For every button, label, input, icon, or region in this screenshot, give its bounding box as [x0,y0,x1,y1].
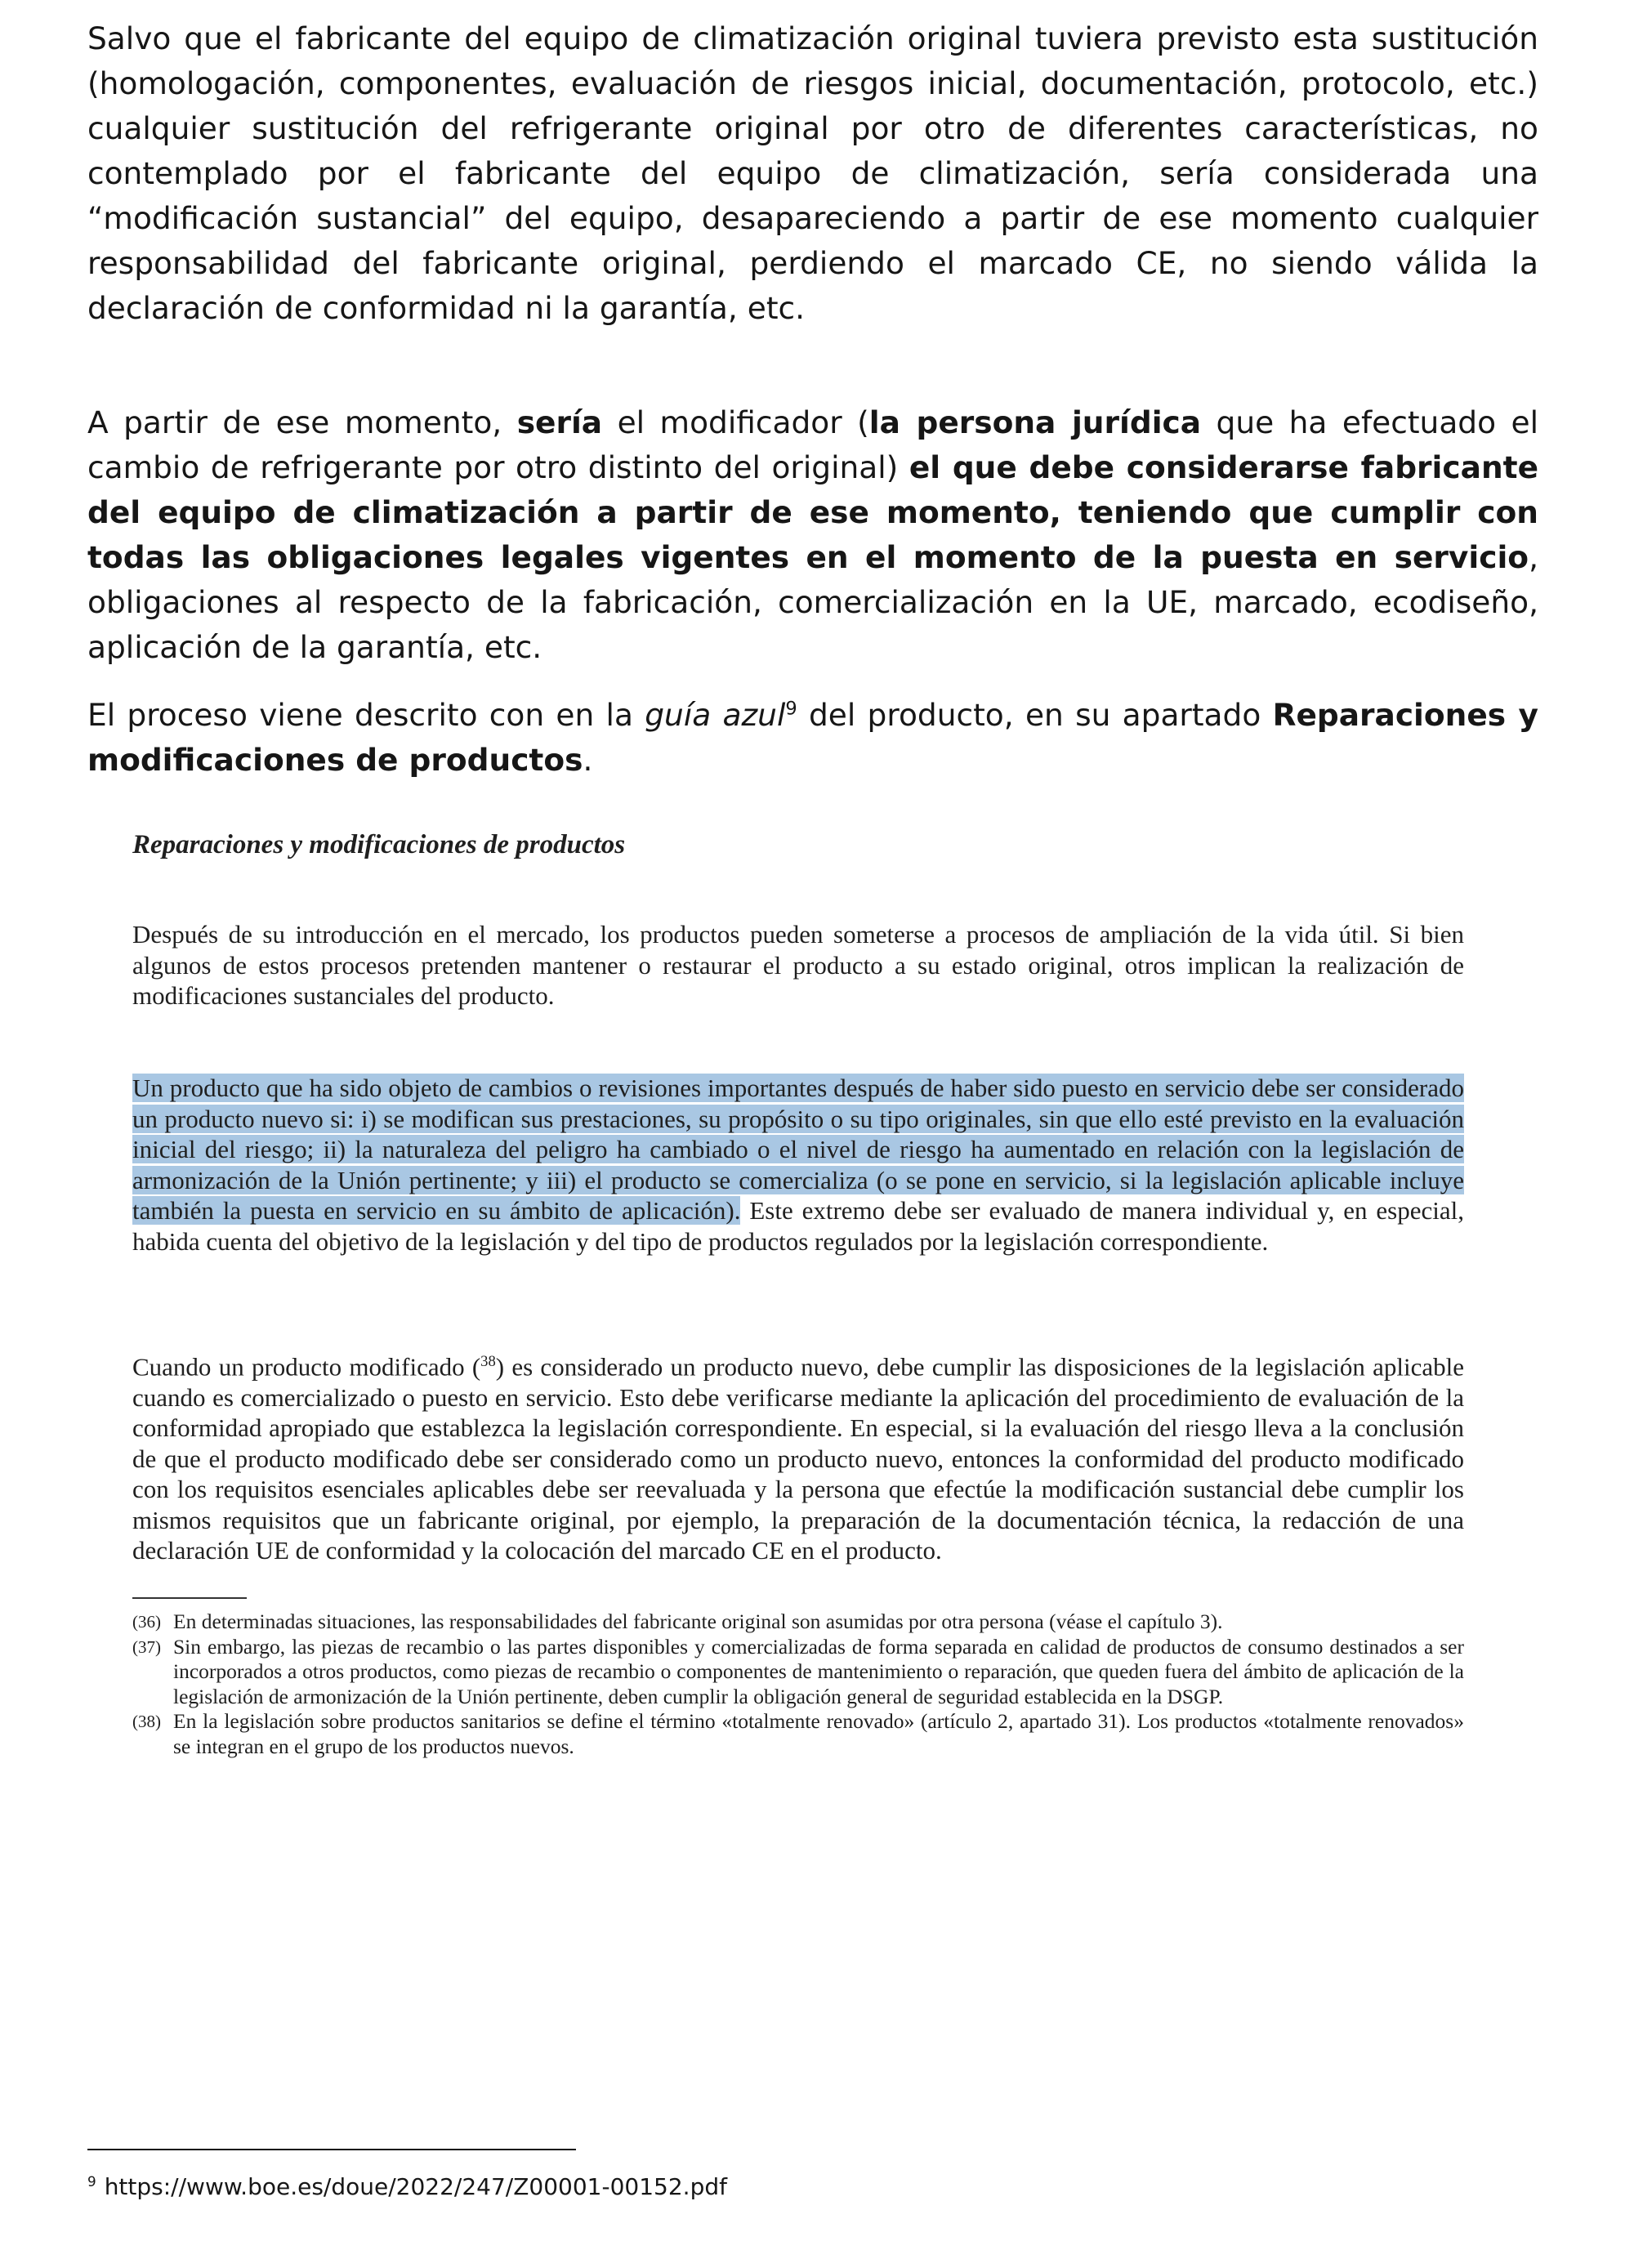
footnote-mark: 9 [87,2172,96,2190]
footnote-ref: 38 [480,1353,496,1370]
excerpt-footnote-divider [132,1597,247,1599]
text-span: El proceso viene descrito con en la [87,697,645,733]
text-span: A partir de ese momento, [87,404,517,440]
excerpt-paragraph [132,1346,1464,1566]
highlighted-text: Un producto que ha sido objeto de cambios o revisiones importantes después de haber sido puesto en servicio debe ser considerado un producto nuevo si: i) se modifican sus prestaciones, su propósito o su tipo originales, sin que ello esté previsto en la evaluación inicial del riesgo; ii) la naturaleza del peligro ha cambiado o el nivel de riesgo ha aumentado en relación con la legislación de armonización de la Unión pertinente; y iii) el producto se comercializa (o se pone en servicio, si la legislación aplicable incluye también la puesta en servicio en su ámbito de aplicación). [132,1074,1464,1225]
text-span: Este extremo debe ser evaluado de manera individual y, en especial, habida cuenta del objetivo de la legislación y del tipo de productos regulados por la legislación correspondiente. [132,1196,1464,1256]
page-footnote [87,2173,727,2200]
excerpt-heading: Reparaciones y modificaciones de productos [132,830,626,859]
paragraph-modifier-responsibility [87,400,1538,670]
bold-text: Reparaciones y modificaciones de productos [87,697,1538,778]
excerpt-paragraph-highlighted [132,1073,1464,1257]
italic-text: guía azul [645,697,786,733]
footnote-text: En determinadas situaciones, las responsabilidades del fabricante original son asumidas por otra persona (véase el capítulo 3). [173,1609,1223,1633]
text-span: , obligaciones al respecto de la fabricación, comercialización en la UE, marcado, ecodiseño, aplicación de la garantía, etc. [87,539,1538,665]
paragraph-substitution: Salvo que el fabricante del equipo de climatización original tuviera previsto esta sustitución (homologación, componentes, evaluación de riesgos inicial, documentación, protocolo, etc.) cualquier sustitución del refrigerante original por otro de diferentes características, no contemplado por el fabricante del equipo de climatización, sería considerada una “modificación sustancial” del equipo, desapareciendo a partir de ese momento cualquier responsabilidad del fabricante original, perdiendo el marcado CE, no siendo válida la declaración de conformidad ni la garantía, etc. [87,20,1538,326]
footnote-mark: (38) [132,1712,161,1731]
footnote-mark: (37) [132,1636,161,1657]
page-footnote-divider [87,2149,576,2150]
excerpt-footnotes [132,1609,1464,1759]
excerpt-footnote [132,1709,1464,1759]
text-span: el modificador ( [602,404,869,440]
excerpt-footnote [132,1609,1464,1635]
excerpt-footnote [132,1635,1464,1710]
bold-text: el que debe considerarse fabricante del equipo de climatización a partir de ese momento, teniendo que cumplir con todas las obligaciones legales vigentes en el momento de la puesta en servicio [87,449,1538,575]
footnote-ref: 9 [785,698,797,720]
footnote-text: Sin embargo, las piezas de recambio o las partes disponibles y comercializadas de forma separada en calidad de productos de consumo destinados a ser incorporados a otros productos, como piezas de recambio o componentes de mantenimiento o reparación, que queden fuera del ámbito de aplicación de la legislación de armonización de la Unión pertinente, deben cumplir la obligación general de seguridad establecida en la DSGP. [173,1634,1464,1708]
text-span: ) es considerado un producto nuevo, debe cumplir las disposiciones de la legislación aplicable cuando es comercializado o puesto en servicio. Esto debe verificarse mediante la aplicación del procedimiento de evaluación de la conformidad apropiado que establezca la legislación correspondiente. En especial, si la evaluación del riesgo lleva a la conclusión de que el producto modificado debe ser considerado como un producto nuevo, entonces la conformidad del producto modificado con los requisitos esenciales aplicables debe ser reevaluada y la persona que efectúe la modificación sustancial debe cumplir los mismos requisitos que un fabricante original, por ejemplo, la preparación de la documentación técnica, la redacción de una declaración UE de conformidad y la colocación del marcado CE en el producto. [132,1352,1464,1565]
text-span: del producto, en su apartado [797,697,1273,733]
bold-text: sería [516,404,603,440]
text-span: Cuando un producto modificado ( [132,1352,481,1382]
text-span: . [583,742,593,778]
excerpt-paragraph: Después de su introducción en el mercado, los productos pueden someterse a procesos de ampliación de la vida útil. Si bien algunos de estos procesos pretenden mantener o restaurar el producto a su estado original, otros implican la realización de modificaciones sustanciales del producto. [132,920,1464,1010]
paragraph-blue-guide [87,693,1538,783]
footnote-text: En la legislación sobre productos sanitarios se define el término «totalmente renovado» (artículo 2, apartado 31). Los productos «totalmente renovados» se integran en el grupo de los productos nuevos. [173,1709,1464,1758]
footnote-link[interactable]: https://www.boe.es/doue/2022/247/Z00001-00152.pdf [104,2173,727,2200]
footnote-mark: (36) [132,1612,161,1632]
text-span: que ha efectuado el cambio de refrigerante por otro distinto del original) [87,404,1538,485]
bold-text: la persona jurídica [868,404,1202,440]
